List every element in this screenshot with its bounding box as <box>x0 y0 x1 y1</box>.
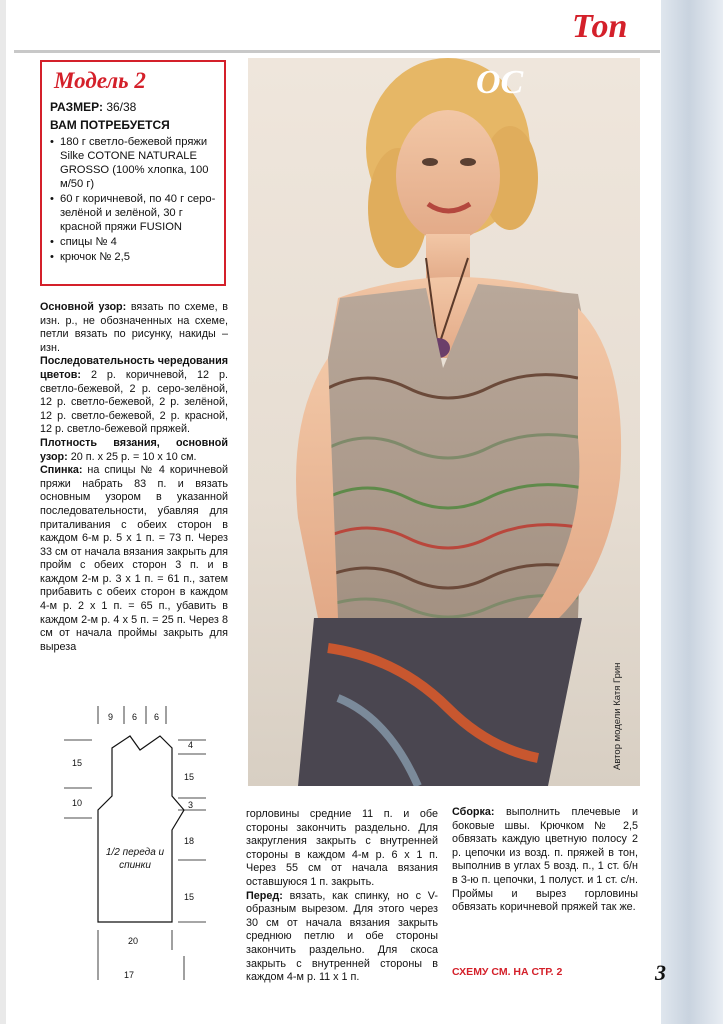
density-text: 20 п. х 25 р. = 10 х 10 см. <box>70 450 197 463</box>
color-sequence-label: Последовательность чередования цветов: <box>40 355 228 381</box>
back-text: на спицы № 4 коричневой пряжи набрать 83 п. и вязать основным узором в указанной последовательности, убавляя для приталивания с обеих сторон в каждом 6-м р. 5 х 1 п. = 73 п. Через 33 см от начала вязания закрыть для пройм с обеих сторон 3 п. и в каждом 2-м р. 3 х 1 п. = 61 п., затем прибавить с обеих сторон в каждом 4-м р. 2 х 1 п. = 65 п., убавить в каждом 2-м р. 4 х 5 п. = 25 п. Через 8 см от начала проймы закрыть для выреза <box>40 464 228 653</box>
front-paragraph <box>246 890 438 985</box>
size-label: РАЗМЕР: <box>50 100 103 114</box>
model-info-box <box>40 60 226 286</box>
page-section-title: Топ <box>572 8 628 45</box>
density-label: Плотность вязания, основной узор: <box>40 436 228 463</box>
front-text: вязать, как спинку, но с V-образным вырезом. Для этого через 30 см от начала вязания закрыть среднюю петлю и обе стороны закончить раздельно. Для скоса закрыть с внутренней стороны в каждом 4-м р. 11 х 1 п. <box>246 889 439 984</box>
assembly-paragraph <box>452 806 638 915</box>
back-label: Спинка: <box>40 464 83 477</box>
size-line <box>50 100 216 114</box>
materials-list <box>50 135 216 264</box>
main-pattern-label: Основной узор: <box>40 301 127 313</box>
photo-credit: Автор модели Катя Грин <box>612 662 623 770</box>
model-photo-illustration <box>248 58 640 786</box>
page-number: 3 <box>655 960 666 985</box>
instructions-column-1 <box>40 301 228 654</box>
back-continued-paragraph: горловины средние 11 п. и обе стороны закончить раздельно. Для закругления закрыть с внутренней стороны в каждом 4-м р. 6 х 1 п. Через 55 см от начала вязания оставшуюся 1 п. закрыть. <box>246 808 438 888</box>
assembly-text: выполнить плечевые и боковые швы. Крючком № 2,5 обвязать каждую цветную полосу 2 р. цепочки из возд. п. пряжей в тон, выполнив в углах 5 возд. п., 1 ст. б/н в 3-ю п. цепочки, 1 полуст. и 1 ст. с/н. Проймы и вырез горловины обвязать коричневой пряжей так же. <box>452 806 638 914</box>
front-label: Перед: <box>246 889 283 902</box>
schematic-dim-bottom: 20 <box>128 936 139 946</box>
color-sequence-paragraph <box>40 355 228 437</box>
page-edge <box>0 0 6 1024</box>
schematic-dim-left: 10 <box>72 798 83 808</box>
schematic-dim-right: 18 <box>184 836 195 846</box>
materials-item: • 180 г светло-бежевой пряжи Silke COTONE NATURALE GROSSO (100% хлопка, 100 м/50 г) <box>50 135 216 191</box>
photo-logo-fragment: ОС <box>476 64 524 101</box>
schematic-label: 1/2 переда и спинки <box>105 847 165 871</box>
main-pattern-paragraph <box>40 301 228 355</box>
back-paragraph <box>40 464 228 654</box>
schematic-dim-right: 4 <box>188 740 194 750</box>
schematic-dim-top: 6 <box>154 712 160 722</box>
instructions-column-2 <box>246 808 438 985</box>
schematic-dim-top: 9 <box>108 712 114 722</box>
size-value: 36/38 <box>106 100 137 114</box>
model-title: Модель 2 <box>54 68 146 93</box>
see-scheme-note: СХЕМУ СМ. НА СТР. 2 <box>452 966 563 978</box>
materials-item: • 60 г коричневой, по 40 г серо-зелёной и зелёной, 30 г красной пряжи FUSION <box>50 192 216 234</box>
density-paragraph <box>40 437 228 464</box>
schematic-dim-right: 3 <box>188 800 194 810</box>
materials-item: • спицы № 4 <box>50 235 216 249</box>
schematic-dim-left: 15 <box>72 758 83 768</box>
header-rule <box>14 50 660 53</box>
model-photo <box>248 58 640 786</box>
instructions-column-3 <box>452 806 638 915</box>
materials-heading: ВАМ ПОТРЕБУЕТСЯ <box>50 118 170 132</box>
schematic-dim-bottom: 17 <box>124 970 135 980</box>
assembly-label: Сборка: <box>452 806 495 818</box>
main-pattern-text: вязать по схеме, в изн. р., не обозначенных на схеме, петли вязать по рисунку, накиды – изн. <box>40 301 228 354</box>
color-sequence-text: 2 р. коричневой, 12 р. светло-бежевой, 2 р. серо-зелёной, 12 р. светло-бежевой, 2 р. зелёной, 12 р. светло-бежевой, 2 р. красной, 12 р. светло-бежевой пряжей. <box>40 368 229 436</box>
materials-item: • крючок № 2,5 <box>50 250 216 264</box>
page-side-strip <box>661 0 723 1024</box>
pattern-schematic <box>60 700 240 996</box>
schematic-dim-right: 15 <box>184 772 195 782</box>
schematic-dim-top: 6 <box>132 712 138 722</box>
photo-credit-wrapper <box>612 620 628 780</box>
schematic-dim-right: 15 <box>184 892 195 902</box>
